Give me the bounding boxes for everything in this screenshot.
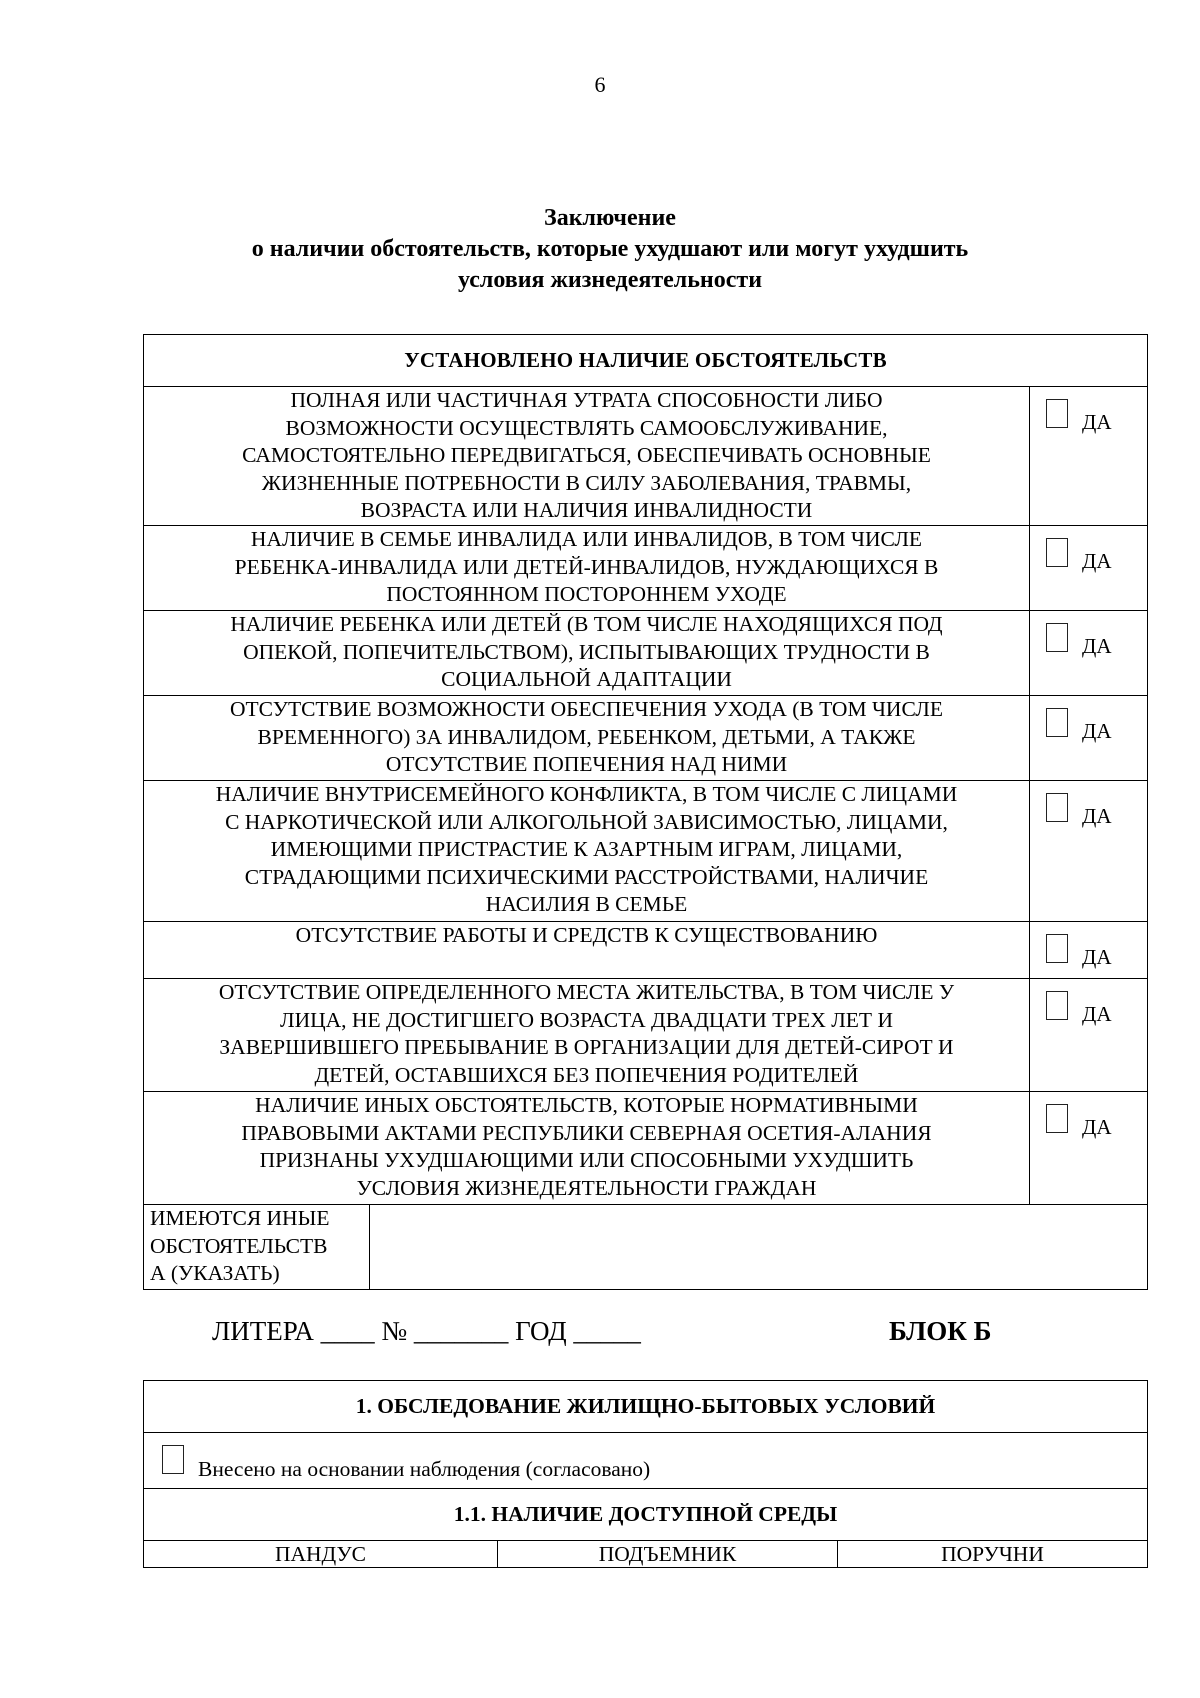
block-label: БЛОК Б: [889, 1316, 992, 1346]
table-row: [144, 696, 1148, 781]
criterion-text: НАЛИЧИЕ В СЕМЬЕ ИНВАЛИДА ИЛИ ИНВАЛИДОВ, В ТОМ ЧИСЛЕ РЕБЕНКА-ИНВАЛИДА ИЛИ ДЕТЕЙ-ИНВАЛИДОВ, НУЖДАЮЩИХСЯ В ПОСТОЯННОМ ПОСТОРОННЕМ УХОДЕ: [144, 526, 1030, 611]
table-row: [144, 526, 1148, 611]
yes-checkbox[interactable]: [1046, 934, 1068, 963]
year-label: ГОД: [515, 1316, 567, 1346]
litera-line: [212, 1316, 641, 1347]
yes-option: [1030, 387, 1148, 526]
observation-checkbox[interactable]: [162, 1445, 184, 1474]
yes-label: ДА: [1082, 549, 1112, 573]
observation-note: [144, 1433, 1148, 1489]
criterion-text: ПОЛНАЯ ИЛИ ЧАСТИЧНАЯ УТРАТА СПОСОБНОСТИ ЛИБО ВОЗМОЖНОСТИ ОСУЩЕСТВЛЯТЬ САМООБСЛУЖИВАНИЕ, САМОСТОЯТЕЛЬНО ПЕРЕДВИГАТЬСЯ, ОБЕСПЕЧИВАТЬ ОСНОВНЫЕ ЖИЗНЕННЫЕ ПОТРЕБНОСТИ В СИЛУ ЗАБОЛЕВАНИЯ, ТРАВМЫ, ВОЗРАСТА ИЛИ НАЛИЧИЯ ИНВАЛИДНОСТИ: [144, 387, 1030, 526]
yes-option: [1030, 611, 1148, 696]
yes-label: ДА: [1082, 634, 1112, 658]
criterion-text: НАЛИЧИЕ ИНЫХ ОБСТОЯТЕЛЬСТВ, КОТОРЫЕ НОРМАТИВНЫМИ ПРАВОВЫМИ АКТАМИ РЕСПУБЛИКИ СЕВЕРНАЯ ОСЕТИЯ-АЛАНИЯ ПРИЗНАНЫ УХУДШАЮЩИМИ ИЛИ СПОСОБНЫМИ УХУДШИТЬ УСЛОВИЯ ЖИЗНЕДЕЯТЕЛЬНОСТИ ГРАЖДАН: [144, 1092, 1030, 1205]
yes-label: ДА: [1082, 1002, 1112, 1026]
number-label: №: [381, 1316, 408, 1346]
criterion-text: НАЛИЧИЕ РЕБЕНКА ИЛИ ДЕТЕЙ (В ТОМ ЧИСЛЕ НАХОДЯЩИХСЯ ПОД ОПЕКОЙ, ПОПЕЧИТЕЛЬСТВОМ), ИСПЫТЫВАЮЩИХ ТРУДНОСТИ В СОЦИАЛЬНОЙ АДАПТАЦИИ: [144, 611, 1030, 696]
yes-checkbox[interactable]: [1046, 793, 1068, 822]
yes-label: ДА: [1082, 945, 1112, 969]
criterion-text: ОТСУТСТВИЕ ОПРЕДЕЛЕННОГО МЕСТА ЖИТЕЛЬСТВА, В ТОМ ЧИСЛЕ У ЛИЦА, НЕ ДОСТИГШЕГО ВОЗРАСТА ДВАДЦАТИ ТРЕХ ЛЕТ И ЗАВЕРШИВШЕГО ПРЕБЫВАНИЕ В ОРГАНИЗАЦИИ ДЛЯ ДЕТЕЙ-СИРОТ И ДЕТЕЙ, ОСТАВШИХСЯ БЕЗ ПОПЕЧЕНИЯ РОДИТЕЛЕЙ: [144, 979, 1030, 1092]
table-row: [144, 922, 1148, 979]
circumstances-table: [143, 334, 1148, 1290]
table-row: [144, 781, 1148, 922]
year-field[interactable]: _____: [573, 1316, 641, 1346]
yes-option: [1030, 696, 1148, 781]
page-number: 6: [594, 72, 606, 97]
document-title: [0, 203, 1200, 296]
yes-option: [1030, 781, 1148, 922]
litera-field[interactable]: ____: [320, 1316, 375, 1346]
yes-option: [1030, 1092, 1148, 1205]
litera-label: ЛИТЕРА: [212, 1316, 314, 1346]
accessible-environment-header: 1.1. НАЛИЧИЕ ДОСТУПНОЙ СРЕДЫ: [144, 1489, 1148, 1541]
table-row: [144, 1205, 1148, 1290]
table-row: [144, 979, 1148, 1092]
criterion-text: НАЛИЧИЕ ВНУТРИСЕМЕЙНОГО КОНФЛИКТА, В ТОМ ЧИСЛЕ С ЛИЦАМИ С НАРКОТИЧЕСКОЙ ИЛИ АЛКОГОЛЬНОЙ ЗАВИСИМОСТЬЮ, ЛИЦАМИ, ИМЕЮЩИМИ ПРИСТРАСТИЕ К АЗАРТНЫМ ИГРАМ, ЛИЦАМИ, СТРАДАЮЩИМИ ПСИХИЧЕСКИМИ РАССТРОЙСТВАМИ, НАЛИЧИЕ НАСИЛИЯ В СЕМЬЕ: [144, 781, 1030, 922]
table-row: [144, 611, 1148, 696]
criterion-text: ОТСУТСТВИЕ РАБОТЫ И СРЕДСТВ К СУЩЕСТВОВАНИЮ: [144, 922, 1030, 979]
yes-checkbox[interactable]: [1046, 538, 1068, 567]
observation-note-text: Внесено на основании наблюдения (согласовано): [198, 1457, 651, 1481]
yes-checkbox[interactable]: [1046, 1104, 1068, 1133]
yes-label: ДА: [1082, 410, 1112, 434]
criterion-text: ОТСУТСТВИЕ ВОЗМОЖНОСТИ ОБЕСПЕЧЕНИЯ УХОДА (В ТОМ ЧИСЛЕ ВРЕМЕННОГО) ЗА ИНВАЛИДОМ, РЕБЕНКОМ, ДЕТЬМИ, А ТАКЖЕ ОТСУТСТВИЕ ПОПЕЧЕНИЯ НАД НИМИ: [144, 696, 1030, 781]
number-field[interactable]: _______: [413, 1316, 509, 1346]
title-line-1: Заключение: [544, 205, 676, 231]
yes-label: ДА: [1082, 719, 1112, 743]
circumstances-header: УСТАНОВЛЕНО НАЛИЧИЕ ОБСТОЯТЕЛЬСТВ: [144, 335, 1148, 387]
column-ramp: ПАНДУС: [144, 1541, 498, 1568]
yes-option: [1030, 979, 1148, 1092]
yes-option: [1030, 526, 1148, 611]
yes-checkbox[interactable]: [1046, 399, 1068, 428]
yes-checkbox[interactable]: [1046, 991, 1068, 1020]
table-row: [144, 387, 1148, 526]
survey-header: 1. ОБСЛЕДОВАНИЕ ЖИЛИЩНО-БЫТОВЫХ УСЛОВИЙ: [144, 1381, 1148, 1433]
yes-option: [1030, 922, 1148, 979]
column-handrails: ПОРУЧНИ: [838, 1541, 1148, 1568]
title-line-2: о наличии обстоятельств, которые ухудшают или могут ухудшить: [251, 236, 969, 262]
yes-checkbox[interactable]: [1046, 708, 1068, 737]
yes-label: ДА: [1082, 1115, 1112, 1139]
other-circumstances-field[interactable]: [370, 1205, 1148, 1290]
other-circumstances-label: ИМЕЮТСЯ ИНЫЕ ОБСТОЯТЕЛЬСТВ А (УКАЗАТЬ): [144, 1205, 370, 1290]
yes-checkbox[interactable]: [1046, 623, 1068, 652]
yes-label: ДА: [1082, 804, 1112, 828]
survey-table: [143, 1380, 1148, 1568]
column-lift: ПОДЪЕМНИК: [498, 1541, 838, 1568]
title-line-3: условия жизнедеятельности: [457, 267, 763, 293]
table-row: [144, 1092, 1148, 1205]
